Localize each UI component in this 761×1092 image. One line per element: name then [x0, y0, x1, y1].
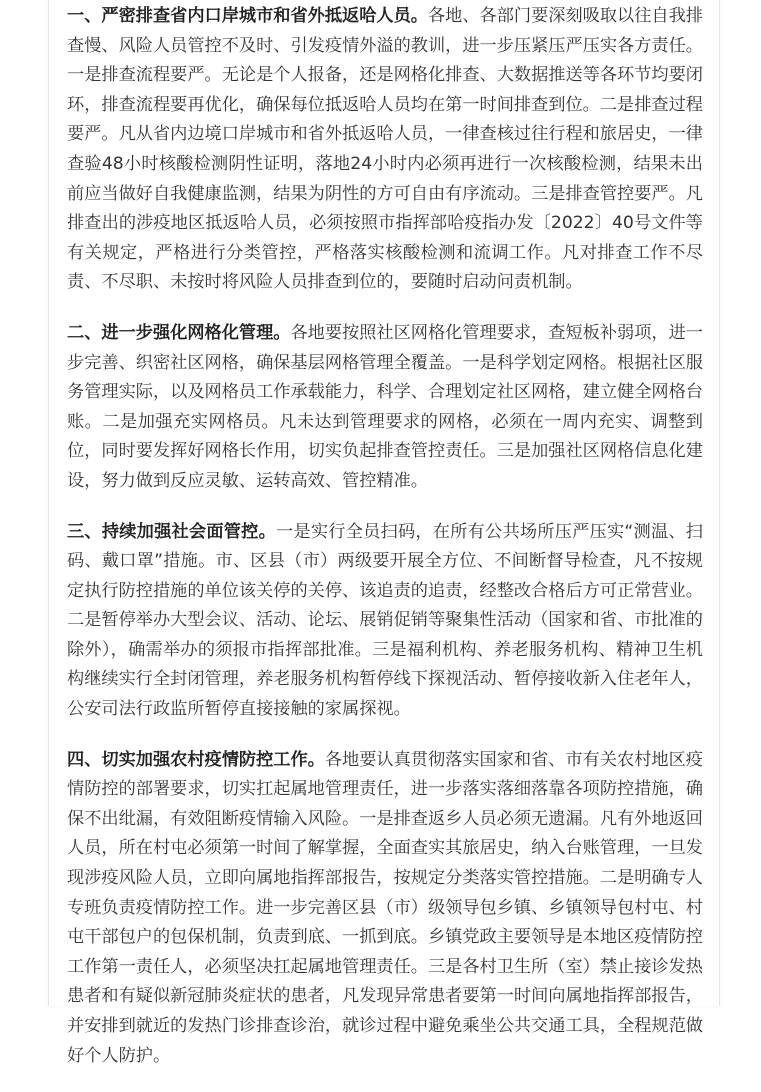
paragraph-4: [67, 746, 703, 1072]
article-body: [67, 2, 703, 1092]
paragraph-2-heading: 二、进一步强化网格化管理。: [67, 322, 291, 343]
paragraph-4-heading: 四、切实加强农村疫情防控工作。: [67, 749, 325, 770]
paragraph-3: [67, 518, 703, 725]
paragraph-2: [67, 319, 703, 497]
paragraph-3-text: 一是实行全员扫码，在所有公共场所压严压实“测温、扫码、戴口罩”措施。市、区县（市）两级要开展全方位、不间断督导检查，凡不按规定执行防控措施的单位该关停的关停、该追责的追责，经整改合格后方可正常营业。二是暂停举办大型会议、活动、论坛、展销促销等聚集性活动（国家和省、市批准的除外），确需举办的须报市指挥部批准。三是福利机构、养老服务机构、精神卫生机构继续实行全封闭管理，养老服务机构暂停线下探视活动、暂停接收新入住老年人，公安司法行政监所暂停直接接触的家属探视。: [67, 521, 703, 720]
paragraph-3-heading: 三、持续加强社会面管控。: [67, 521, 277, 542]
paragraph-2-text: 各地要按照社区网格化管理要求，查短板补弱项，进一步完善、织密社区网格，确保基层网格管理全覆盖。一是科学划定网格。根据社区服务管理实际，以及网格员工作承载能力，科学、合理划定社区网格，建立健全网格台账。二是加强充实网格员。凡未达到管理要求的网格，必须在一周内充实、调整到位，同时要发挥好网格长作用，切实负起排查管控责任。三是加强社区网格信息化建设，努力做到反应灵敏、运转高效、管控精准。: [67, 322, 703, 491]
paragraph-1-heading: 一、严密排查省内口岸城市和省外抵返哈人员。: [67, 6, 428, 26]
paragraph-1: [67, 2, 703, 298]
paragraph-1-text: 各地、各部门要深刻吸取以往自我排查慢、风险人员管控不及时、引发疫情外溢的教训，进一步压紧压严压实各方责任。一是排查流程要严。无论是个人报备，还是网格化排查、大数据推送等各环节均要闭环，排查流程要再优化，确保每位抵返哈人员均在第一时间排查到位。二是排查过程要严。凡从省内边境口岸城市和省外抵返哈人员，一律查核过往行程和旅居史，一律查验48小时核酸检测阴性证明，落地24小时内必须再进行一次核酸检测，结果未出前应当做好自我健康监测，结果为阴性的方可自由有序流动。三是排查管控要严。凡排查出的涉疫地区抵返哈人员，必须按照市指挥部哈疫指办发〔2022〕40号文件等有关规定，严格进行分类管控，严格落实核酸检测和流调工作。凡对排查工作不尽责、不尽职、未按时将风险人员排查到位的，要随时启动问责机制。: [67, 6, 703, 293]
paragraph-4-text: 各地要认真贯彻落实国家和省、市有关农村地区疫情防控的部署要求，切实扛起属地管理责任，进一步落实落细落靠各项防控措施，确保不出纰漏，有效阻断疫情输入风险。一是排查返乡人员必须无遗漏。凡有外地返回人员，所在村屯必须第一时间了解掌握，全面查实其旅居史，纳入台账管理，一旦发现涉疫风险人员，立即向属地指挥部报告，按规定分类落实管控措施。二是明确专人专班负责疫情防控工作。进一步完善区县（市）级领导包乡镇、乡镇领导包村屯、村屯干部包户的包保机制，负责到底、一抓到底。乡镇党政主要领导是本地区疫情防控工作第一责任人，必须坚决扛起属地管理责任。三是各村卫生所（室）禁止接诊发热患者和有疑似新冠肺炎症状的患者，凡发现异常患者要第一时间向属地指挥部报告，并安排到就近的发热门诊排查诊治，就诊过程中避免乘坐公共交通工具，全程规范做好个人防护。: [67, 749, 703, 1066]
